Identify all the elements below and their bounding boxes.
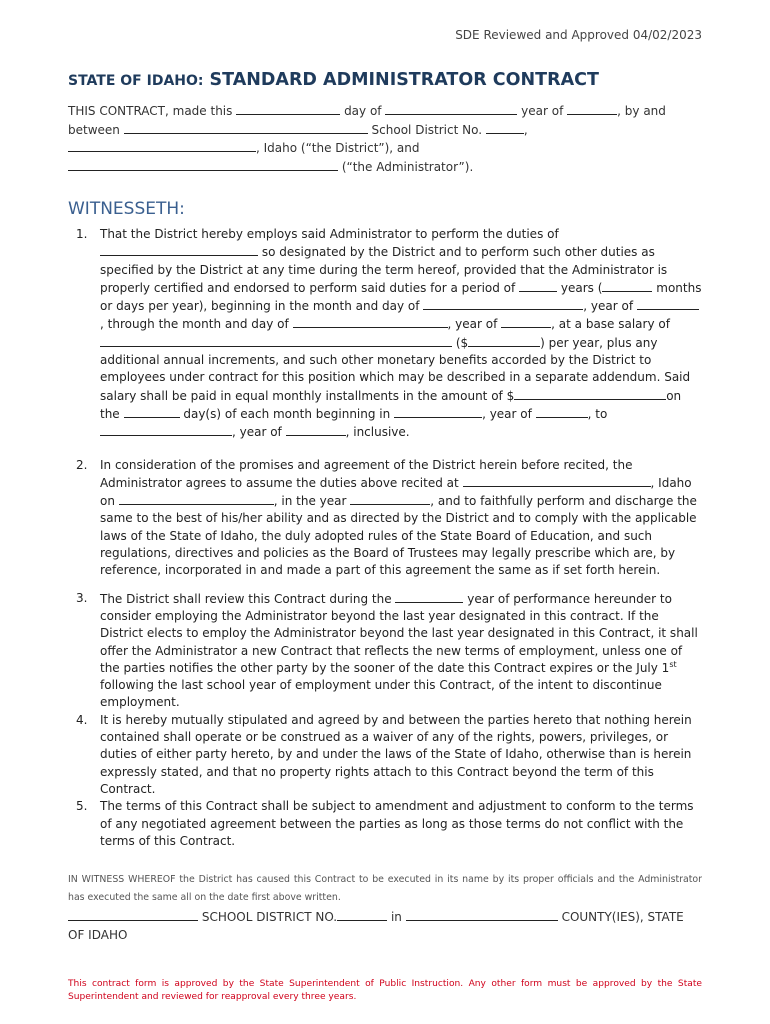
blank-review-year-field[interactable] [395, 590, 463, 603]
clause-3 [68, 590, 702, 712]
clause-text: , through the month and day of [100, 317, 289, 332]
approval-note: SDE Reviewed and Approved 04/02/2023 [455, 28, 702, 42]
blank-installment-field[interactable] [514, 387, 666, 400]
signature-text: COUNTY(IES), STATE OF IDAHO [68, 910, 684, 942]
clause-text: months or days per year), beginning in the month and day of [100, 280, 702, 314]
blank-administrator-field[interactable] [68, 158, 338, 171]
clause-text: , year of [482, 406, 532, 421]
intro-text: , by and [617, 104, 666, 118]
blank-period-field[interactable] [519, 279, 557, 292]
clause-text: , year of [232, 425, 282, 440]
clause-number: 3. [76, 590, 88, 605]
clause-text: years ( [560, 280, 603, 295]
blank-district-name-field[interactable] [68, 139, 256, 152]
spacer [68, 442, 702, 457]
intro-text: year of [521, 104, 564, 118]
blank-signature-number-field[interactable] [337, 908, 387, 921]
blank-end-date-field[interactable] [293, 315, 448, 328]
clause-1 [68, 226, 702, 442]
blank-pay-day-field[interactable] [124, 405, 180, 418]
blank-district-number-field[interactable] [486, 121, 524, 134]
clause-number: 4. [76, 712, 88, 727]
page-title [68, 70, 599, 90]
clause-text: , at a base salary of [551, 317, 670, 332]
intro-text: THIS CONTRACT, made this [68, 104, 233, 118]
blank-pay-start-field[interactable] [394, 405, 482, 418]
clause-text: following the last school year of employment under this Contract, of the intent to discontinue employment. [100, 678, 662, 710]
footer-notice: This contract form is approved by the State Superintendent of Public Instruction. Any other form must be approved by the State Superintendent and reviewed for reapproval every three years. [68, 979, 702, 1002]
clause-number: 5. [76, 799, 88, 814]
blank-signature-county-field[interactable] [406, 908, 558, 921]
blank-start-date-field[interactable] [423, 297, 583, 310]
blank-month-field[interactable] [385, 102, 517, 115]
blank-salary-amount-field[interactable] [468, 334, 540, 347]
clauses-list [68, 226, 702, 850]
clause-text: That the District hereby employs said Administrator to perform the duties of [100, 227, 559, 241]
clause-text: The terms of this Contract shall be subject to amendment and adjustment to conform to the terms of any negotiated agreement between the parties as long as those terms do not conflict with the terms of this Contract. [100, 799, 694, 848]
blank-pay-end-year-field[interactable] [286, 423, 346, 436]
blank-end-year-field[interactable] [501, 315, 551, 328]
signature-text: in [390, 910, 402, 924]
blank-location-field[interactable] [463, 474, 651, 487]
intro-text: (“the Administrator”). [341, 159, 474, 174]
clause-4 [68, 712, 702, 798]
clause-text: year of performance hereunder to consider employing the Administrator beyond the last year designated in this contract. If the District elects to employ the Administrator beyond the last year designated in this Contract, it shall offer the Administrator a new Contract that reflects the new terms of employment, unless one of the parties notifies the other party by the sooner of the date this Contract expires or the July 1 [100, 591, 698, 675]
intro-paragraph [68, 102, 702, 176]
state-label: STATE OF IDAHO: [68, 73, 204, 89]
clause-text: day(s) of each month beginning in [183, 406, 391, 421]
intro-text: day of [344, 104, 382, 118]
contract-title: STANDARD ADMINISTRATOR CONTRACT [209, 70, 599, 90]
clause-number: 1. [76, 227, 88, 241]
blank-year-field[interactable] [567, 102, 617, 115]
clause-2 [68, 457, 702, 580]
clause-text: The District shall review this Contract during the [100, 591, 392, 606]
blank-year-field[interactable] [350, 492, 430, 505]
clause-text: ) per year, plus any additional annual increments, and such other monetary benefits accorded by the District to employees under contract for this position which may be described in a separate addendum. Said salary shall be paid in equal monthly installments in the amount of $ [100, 335, 691, 403]
spacer [68, 580, 702, 590]
blank-pay-start-year-field[interactable] [536, 405, 588, 418]
clause-text: , inclusive. [345, 425, 410, 440]
contract-page [68, 0, 702, 1024]
intro-text: School District No. [371, 122, 483, 137]
clause-text: so designated by the District and to perform such other duties as specified by the District at any time during the term hereof, provided that the Administrator is properly certified and endorsed to perform said duties for a period of [100, 245, 668, 295]
superscript: st [669, 659, 677, 669]
blank-day-field[interactable] [236, 102, 340, 115]
intro-text: , [523, 122, 528, 137]
clause-text: , year of [583, 299, 634, 314]
signature-text: SCHOOL DISTRICT NO. [201, 910, 338, 924]
witnesseth-heading: WITNESSETH: [68, 199, 185, 219]
clause-text: , Idaho on [100, 475, 692, 509]
blank-party-field[interactable] [124, 121, 368, 134]
in-witness-statement: IN WITNESS WHEREOF the District has caused this Contract to be executed in its name by its proper officials and the Administrator has executed the same all on the date first above written. [68, 874, 702, 903]
blank-years-field[interactable] [602, 279, 652, 292]
clause-text: on the [100, 388, 682, 421]
clause-text: It is hereby mutually stipulated and agreed by and between the parties hereto that nothing herein contained shall operate or be construed as a waiver of any of the rights, powers, privileges, or duties of either party hereto, by and under the laws of the State of Idaho, otherwise than is herein expressly stated, and that no property rights attach to this Contract beyond the term of this Contract. [100, 712, 692, 796]
clause-5 [68, 798, 702, 850]
intro-text: between [68, 122, 120, 137]
clause-text: , and to faithfully perform and discharge the same to the best of his/her ability and as directed by the District and to comply with the applicable laws of the State of Idaho, the duly adopted rules of the State Board of Education, and such regulations, directives and policies as the Board of Trustees may legally prescribe which are, by reference, incorporated in and made a part of this agreement the same as if set forth herein. [100, 494, 697, 578]
blank-duties-field[interactable] [100, 243, 258, 256]
signature-line [68, 908, 702, 944]
clause-text: , to [587, 406, 608, 421]
clause-text: In consideration of the promises and agreement of the District herein before recited, the Administrator agrees to assume the duties above recited at [100, 457, 633, 490]
blank-date-field[interactable] [119, 492, 274, 505]
clause-number: 2. [76, 457, 88, 472]
blank-pay-end-field[interactable] [100, 423, 232, 436]
blank-salary-words-field[interactable] [100, 334, 452, 347]
blank-signature-district-field[interactable] [68, 908, 198, 921]
clause-text: ($ [455, 335, 469, 350]
clause-text: , year of [447, 317, 498, 332]
clause-text: , in the year [273, 494, 347, 509]
blank-start-year-field[interactable] [637, 297, 699, 310]
intro-text: , Idaho (“the District”), and [256, 141, 420, 155]
